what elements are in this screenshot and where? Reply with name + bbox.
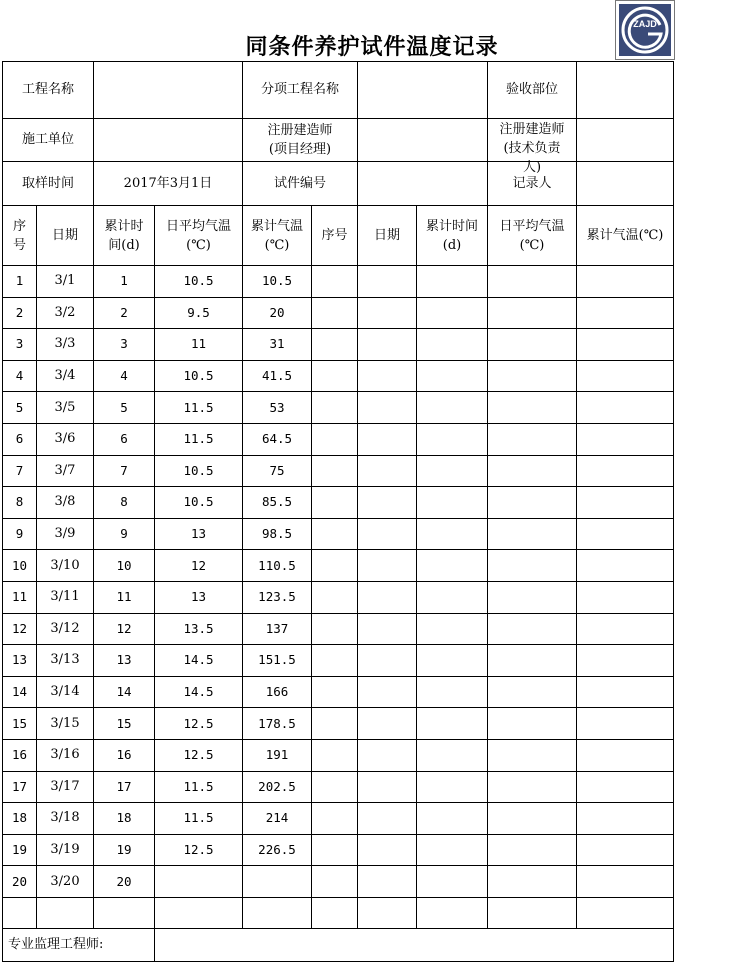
supervisor-field[interactable] (155, 929, 674, 962)
footer-row (3, 929, 674, 962)
cell-seq[interactable]: 10 (3, 550, 37, 582)
cell-date[interactable]: 3/7 (37, 455, 94, 487)
cell-cum-temp[interactable]: 137 (243, 613, 312, 645)
cell-cum-temp[interactable]: 64.5 (243, 423, 312, 455)
construction-unit-field[interactable] (94, 119, 243, 162)
empty-cell[interactable] (358, 645, 417, 677)
empty-cell[interactable] (488, 455, 577, 487)
empty-cell[interactable] (417, 297, 488, 329)
cell-avg-temp[interactable]: 12.5 (155, 739, 243, 771)
cell-days[interactable]: 3 (94, 329, 155, 361)
empty-cell[interactable] (358, 487, 417, 519)
table-row (3, 266, 674, 298)
empty-cell[interactable] (417, 266, 488, 298)
empty-cell[interactable] (417, 360, 488, 392)
empty-cell[interactable] (312, 771, 358, 803)
empty-cell[interactable] (417, 455, 488, 487)
empty-cell[interactable] (358, 329, 417, 361)
empty-cell[interactable] (312, 803, 358, 835)
cell-avg-temp[interactable]: 10.5 (155, 266, 243, 298)
empty-cell[interactable] (417, 834, 488, 866)
empty-cell[interactable] (358, 550, 417, 582)
table-row (3, 771, 674, 803)
cell-avg-temp[interactable]: 11.5 (155, 771, 243, 803)
empty-cell[interactable] (488, 329, 577, 361)
cell-avg-temp[interactable]: 14.5 (155, 645, 243, 677)
cell-cum-temp[interactable]: 31 (243, 329, 312, 361)
cell-seq[interactable]: 1 (3, 266, 37, 298)
cell-seq[interactable]: 5 (3, 392, 37, 424)
table-row (3, 297, 674, 329)
cell-cum-temp[interactable]: 191 (243, 739, 312, 771)
cell-days[interactable]: 15 (94, 708, 155, 740)
project-name-label: 工程名称 (3, 62, 94, 119)
sampling-time-label: 取样时间 (3, 162, 94, 206)
cell-cum-temp[interactable]: 123.5 (243, 581, 312, 613)
cell-date[interactable]: 3/16 (37, 739, 94, 771)
empty-cell[interactable] (312, 581, 358, 613)
table-row (3, 708, 674, 740)
empty-cell[interactable] (358, 297, 417, 329)
empty-cell[interactable] (577, 834, 674, 866)
cell-cum-temp[interactable]: 166 (243, 676, 312, 708)
table-row (3, 423, 674, 455)
cell-seq[interactable]: 2 (3, 297, 37, 329)
page-title: 同条件养护试件温度记录 (245, 35, 499, 60)
cell-avg-temp[interactable]: 10.5 (155, 487, 243, 519)
cell-days[interactable]: 13 (94, 645, 155, 677)
cell-seq[interactable]: 18 (3, 803, 37, 835)
cell-date[interactable]: 3/2 (37, 297, 94, 329)
cell-avg-temp[interactable]: 12.5 (155, 834, 243, 866)
cell-avg-temp[interactable] (155, 866, 243, 898)
table-row (3, 518, 674, 550)
empty-cell[interactable] (312, 834, 358, 866)
specimen-no-field[interactable] (358, 162, 488, 206)
cell-days[interactable]: 1 (94, 266, 155, 298)
cell-cum-temp[interactable]: 98.5 (243, 518, 312, 550)
empty-cell[interactable] (417, 423, 488, 455)
cell-days[interactable]: 4 (94, 360, 155, 392)
cell-date[interactable]: 3/19 (37, 834, 94, 866)
cell-seq[interactable]: 11 (3, 581, 37, 613)
recorder-label: 记录人 (488, 162, 577, 206)
table-row (3, 803, 674, 835)
sub-project-field[interactable] (358, 62, 488, 119)
cell-cum-temp[interactable]: 53 (243, 392, 312, 424)
header-avg-temp-2 (488, 206, 577, 266)
cell-avg-temp[interactable]: 13 (155, 581, 243, 613)
empty-cell[interactable] (577, 739, 674, 771)
empty-cell[interactable] (577, 803, 674, 835)
cell-avg-temp[interactable]: 11 (155, 329, 243, 361)
cell-cum-temp[interactable]: 151.5 (243, 645, 312, 677)
cell-avg-temp[interactable]: 14.5 (155, 676, 243, 708)
cell-avg-temp[interactable]: 13 (155, 518, 243, 550)
empty-cell[interactable] (312, 866, 358, 898)
column-header-row (3, 206, 674, 266)
table-row (3, 360, 674, 392)
empty-cell[interactable] (312, 297, 358, 329)
cell-days[interactable]: 10 (94, 550, 155, 582)
empty-cell[interactable] (312, 266, 358, 298)
empty-cell[interactable] (417, 897, 488, 929)
cell-cum-temp[interactable]: 85.5 (243, 487, 312, 519)
header-cum-line1: 累计气温 (250, 218, 303, 234)
table-row (3, 550, 674, 582)
header-seq-line1: 序 (12, 218, 26, 234)
empty-cell[interactable] (577, 423, 674, 455)
table-row (3, 834, 674, 866)
empty-cell[interactable] (488, 392, 577, 424)
cell-days[interactable]: 6 (94, 423, 155, 455)
cell-date[interactable]: 3/6 (37, 423, 94, 455)
cell-date[interactable] (37, 897, 94, 929)
empty-cell[interactable] (312, 423, 358, 455)
cell-date[interactable]: 3/18 (37, 803, 94, 835)
sub-project-label: 分项工程名称 (243, 62, 358, 119)
empty-cell[interactable] (312, 645, 358, 677)
empty-cell[interactable] (488, 266, 577, 298)
acceptance-part-label: 验收部位 (488, 62, 577, 119)
empty-cell[interactable] (417, 613, 488, 645)
cell-seq[interactable]: 17 (3, 771, 37, 803)
table-row (3, 613, 674, 645)
cell-seq[interactable]: 13 (3, 645, 37, 677)
builder-label-line1: 注册建造师 (267, 123, 333, 138)
cell-date[interactable]: 3/13 (37, 645, 94, 677)
cell-date[interactable]: 3/15 (37, 708, 94, 740)
empty-cell[interactable] (577, 550, 674, 582)
table-row (3, 329, 674, 361)
cell-date[interactable]: 3/1 (37, 266, 94, 298)
info-row-sampling (3, 162, 674, 206)
cell-cum-temp[interactable]: 214 (243, 803, 312, 835)
empty-cell[interactable] (358, 708, 417, 740)
temperature-record-table (2, 61, 674, 962)
cell-cum-temp[interactable] (243, 866, 312, 898)
cell-cum-temp[interactable] (243, 897, 312, 929)
header-days-line2: 间(d) (108, 237, 140, 253)
specimen-no-label: 试件编号 (243, 162, 358, 206)
project-name-field[interactable] (94, 62, 243, 119)
table-row (3, 455, 674, 487)
header-avg-line1: 日平均气温 (165, 218, 231, 234)
tech-label-line3: 人) (522, 160, 542, 175)
empty-cell[interactable] (577, 518, 674, 550)
empty-cell[interactable] (417, 708, 488, 740)
empty-cell[interactable] (488, 708, 577, 740)
empty-cell[interactable] (488, 423, 577, 455)
empty-cell[interactable] (488, 771, 577, 803)
cell-seq[interactable] (3, 897, 37, 929)
cell-seq[interactable]: 7 (3, 455, 37, 487)
empty-cell[interactable] (488, 613, 577, 645)
cell-seq[interactable]: 20 (3, 866, 37, 898)
cell-days[interactable]: 16 (94, 739, 155, 771)
cell-seq[interactable]: 4 (3, 360, 37, 392)
cell-date[interactable]: 3/5 (37, 392, 94, 424)
empty-cell[interactable] (577, 866, 674, 898)
recorder-field[interactable] (577, 162, 674, 206)
cell-date[interactable]: 3/17 (37, 771, 94, 803)
table-row (3, 739, 674, 771)
header-avg-temp (155, 206, 243, 266)
header-avg2-line2: (℃) (519, 237, 545, 253)
tech-label-line2: (技术负责 (503, 141, 561, 156)
empty-cell[interactable] (577, 581, 674, 613)
cell-days[interactable] (94, 897, 155, 929)
empty-cell[interactable] (358, 834, 417, 866)
empty-cell[interactable] (488, 897, 577, 929)
empty-cell[interactable] (312, 550, 358, 582)
cell-days[interactable]: 11 (94, 581, 155, 613)
empty-cell[interactable] (488, 676, 577, 708)
empty-cell[interactable] (577, 487, 674, 519)
header-avg2-line1: 日平均气温 (499, 218, 565, 234)
header-seq-2: 序号 (312, 206, 358, 266)
empty-cell[interactable] (417, 645, 488, 677)
empty-cell[interactable] (358, 897, 417, 929)
sampling-time-field[interactable]: 2017年3月1日 (94, 162, 243, 206)
empty-cell[interactable] (488, 803, 577, 835)
empty-cell[interactable] (577, 897, 674, 929)
empty-cell[interactable] (312, 897, 358, 929)
empty-cell[interactable] (417, 392, 488, 424)
header-days (94, 206, 155, 266)
cell-seq[interactable]: 9 (3, 518, 37, 550)
empty-cell[interactable] (312, 487, 358, 519)
cell-cum-temp[interactable]: 20 (243, 297, 312, 329)
empty-cell[interactable] (417, 771, 488, 803)
table-row (3, 866, 674, 898)
cell-date[interactable]: 3/9 (37, 518, 94, 550)
header-cum-temp-2: 累计气温(℃) (577, 206, 674, 266)
cell-cum-temp[interactable]: 41.5 (243, 360, 312, 392)
cell-seq[interactable]: 14 (3, 676, 37, 708)
empty-cell[interactable] (358, 771, 417, 803)
empty-cell[interactable] (312, 518, 358, 550)
empty-cell[interactable] (488, 518, 577, 550)
header-avg-line2: (℃) (186, 237, 211, 253)
cell-avg-temp[interactable]: 11.5 (155, 803, 243, 835)
tech-label-line1: 注册建造师 (499, 122, 565, 137)
empty-cell[interactable] (358, 676, 417, 708)
header-seq (3, 206, 37, 266)
cell-avg-temp[interactable]: 12 (155, 550, 243, 582)
header-days-line1: 累计时 (104, 218, 144, 234)
logo-icon (616, 1, 674, 59)
cell-avg-temp[interactable]: 13.5 (155, 613, 243, 645)
empty-cell[interactable] (577, 771, 674, 803)
cell-date[interactable]: 3/14 (37, 676, 94, 708)
empty-cell[interactable] (488, 581, 577, 613)
cell-date[interactable]: 3/8 (37, 487, 94, 519)
empty-cell[interactable] (488, 487, 577, 519)
empty-cell[interactable] (417, 550, 488, 582)
builder-field[interactable] (358, 119, 488, 162)
info-row-unit (3, 119, 674, 162)
builder-label (243, 119, 358, 162)
cell-avg-temp[interactable]: 11.5 (155, 392, 243, 424)
cell-cum-temp[interactable]: 202.5 (243, 771, 312, 803)
cell-avg-temp[interactable]: 12.5 (155, 708, 243, 740)
empty-cell[interactable] (312, 676, 358, 708)
header-days-2 (417, 206, 488, 266)
empty-cell[interactable] (577, 266, 674, 298)
empty-cell[interactable] (312, 392, 358, 424)
cell-date[interactable]: 3/20 (37, 866, 94, 898)
cell-date[interactable]: 3/3 (37, 329, 94, 361)
table-row (3, 897, 674, 929)
cell-days[interactable]: 12 (94, 613, 155, 645)
empty-cell[interactable] (358, 266, 417, 298)
empty-cell[interactable] (488, 834, 577, 866)
empty-cell[interactable] (312, 455, 358, 487)
cell-date[interactable]: 3/4 (37, 360, 94, 392)
cell-cum-temp[interactable]: 10.5 (243, 266, 312, 298)
empty-cell[interactable] (417, 581, 488, 613)
header-seq-line2: 号 (12, 237, 26, 253)
empty-cell[interactable] (488, 866, 577, 898)
construction-unit-label: 施工单位 (3, 119, 94, 162)
empty-cell[interactable] (312, 329, 358, 361)
empty-cell[interactable] (358, 613, 417, 645)
cell-seq[interactable]: 15 (3, 708, 37, 740)
supervisor-label: 专业监理工程师: (3, 929, 155, 962)
cell-seq[interactable]: 19 (3, 834, 37, 866)
company-logo (615, 0, 675, 60)
cell-days[interactable]: 18 (94, 803, 155, 835)
empty-cell[interactable] (358, 739, 417, 771)
header-days2-line1: 累计时间 (425, 218, 478, 234)
empty-cell[interactable] (577, 645, 674, 677)
empty-cell[interactable] (577, 360, 674, 392)
logo-text: ZAJD (633, 19, 657, 29)
cell-avg-temp[interactable] (155, 897, 243, 929)
empty-cell[interactable] (417, 803, 488, 835)
empty-cell[interactable] (417, 866, 488, 898)
empty-cell[interactable] (312, 739, 358, 771)
cell-cum-temp[interactable]: 178.5 (243, 708, 312, 740)
empty-cell[interactable] (358, 803, 417, 835)
tech-lead-field[interactable] (577, 119, 674, 162)
table-row (3, 581, 674, 613)
cell-cum-temp[interactable]: 110.5 (243, 550, 312, 582)
acceptance-part-field[interactable] (577, 62, 674, 119)
empty-cell[interactable] (488, 550, 577, 582)
cell-seq[interactable]: 3 (3, 329, 37, 361)
empty-cell[interactable] (577, 455, 674, 487)
empty-cell[interactable] (358, 360, 417, 392)
empty-cell[interactable] (417, 487, 488, 519)
cell-days[interactable]: 9 (94, 518, 155, 550)
cell-avg-temp[interactable]: 9.5 (155, 297, 243, 329)
empty-cell[interactable] (417, 518, 488, 550)
cell-avg-temp[interactable]: 11.5 (155, 423, 243, 455)
cell-seq[interactable]: 12 (3, 613, 37, 645)
cell-days[interactable]: 2 (94, 297, 155, 329)
cell-days[interactable]: 17 (94, 771, 155, 803)
cell-days[interactable]: 19 (94, 834, 155, 866)
tech-lead-label (488, 119, 577, 175)
empty-cell[interactable] (488, 645, 577, 677)
cell-days[interactable]: 8 (94, 487, 155, 519)
table-row (3, 392, 674, 424)
table-row (3, 676, 674, 708)
cell-seq[interactable]: 6 (3, 423, 37, 455)
empty-cell[interactable] (312, 708, 358, 740)
cell-date[interactable]: 3/12 (37, 613, 94, 645)
cell-cum-temp[interactable]: 226.5 (243, 834, 312, 866)
cell-date[interactable]: 3/11 (37, 581, 94, 613)
cell-days[interactable]: 7 (94, 455, 155, 487)
empty-cell[interactable] (417, 329, 488, 361)
empty-cell[interactable] (577, 329, 674, 361)
empty-cell[interactable] (417, 739, 488, 771)
empty-cell[interactable] (358, 518, 417, 550)
empty-cell[interactable] (488, 360, 577, 392)
empty-cell[interactable] (577, 392, 674, 424)
cell-avg-temp[interactable]: 10.5 (155, 455, 243, 487)
cell-seq[interactable]: 16 (3, 739, 37, 771)
header-days2-line2: (d) (442, 237, 462, 253)
cell-date[interactable]: 3/10 (37, 550, 94, 582)
empty-cell[interactable] (577, 676, 674, 708)
cell-cum-temp[interactable]: 75 (243, 455, 312, 487)
empty-cell[interactable] (358, 423, 417, 455)
empty-cell[interactable] (577, 613, 674, 645)
info-row-project (3, 62, 674, 119)
builder-label-line2: (项目经理) (268, 142, 332, 157)
empty-cell[interactable] (577, 708, 674, 740)
empty-cell[interactable] (488, 739, 577, 771)
table-row (3, 487, 674, 519)
empty-cell[interactable] (577, 297, 674, 329)
empty-cell[interactable] (358, 392, 417, 424)
header-cum-temp (243, 206, 312, 266)
cell-days[interactable]: 5 (94, 392, 155, 424)
table-row (3, 645, 674, 677)
header-date-2: 日期 (358, 206, 417, 266)
header-cum-line2: (℃) (264, 237, 290, 253)
empty-cell[interactable] (358, 455, 417, 487)
header-date: 日期 (37, 206, 94, 266)
empty-cell[interactable] (312, 613, 358, 645)
empty-cell[interactable] (312, 360, 358, 392)
empty-cell[interactable] (417, 676, 488, 708)
cell-avg-temp[interactable]: 10.5 (155, 360, 243, 392)
cell-days[interactable]: 14 (94, 676, 155, 708)
empty-cell[interactable] (358, 581, 417, 613)
cell-seq[interactable]: 8 (3, 487, 37, 519)
cell-days[interactable]: 20 (94, 866, 155, 898)
empty-cell[interactable] (488, 297, 577, 329)
empty-cell[interactable] (358, 866, 417, 898)
